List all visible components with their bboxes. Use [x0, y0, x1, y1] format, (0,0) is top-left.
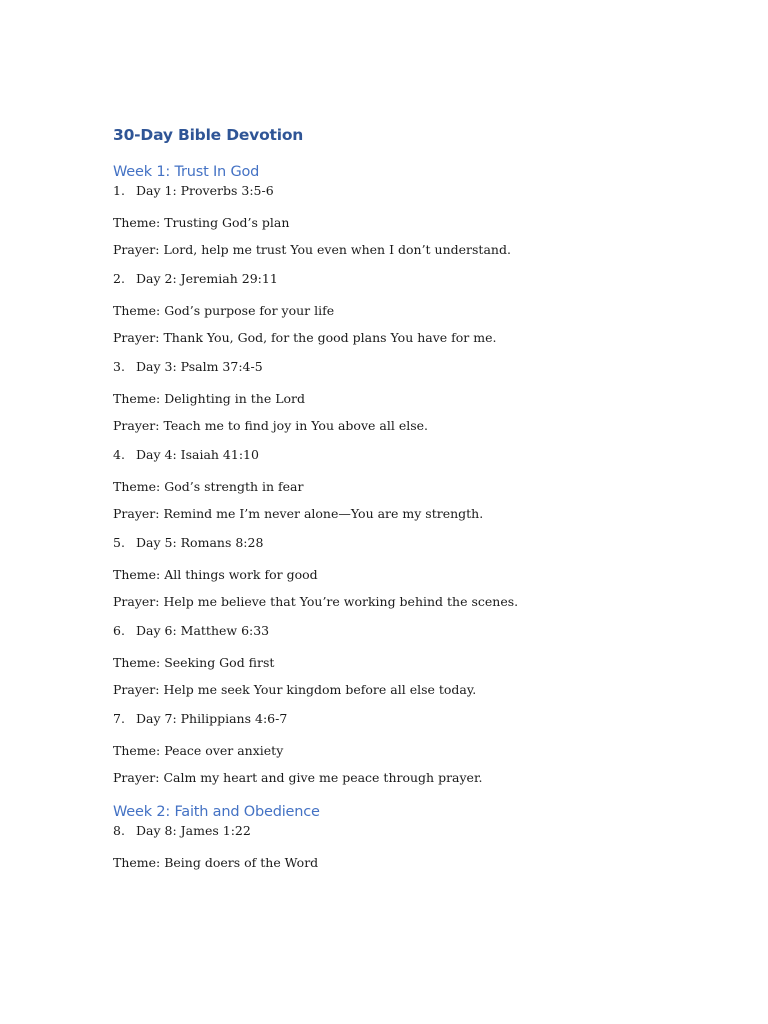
day-1-entry [113, 183, 713, 258]
list-number: 6. [113, 623, 125, 638]
list-number: 4. [113, 447, 125, 462]
day-theme: Theme: All things work for good [113, 567, 318, 582]
week-1-heading: Week 1: Trust In God [113, 164, 260, 180]
day-prayer: Prayer: Teach me to find joy in You above all else. [113, 418, 428, 433]
list-number: 3. [113, 359, 125, 374]
day-3-entry [113, 359, 713, 434]
list-number: 1. [113, 183, 125, 198]
day-title: Day 5: Romans 8:28 [136, 535, 264, 550]
day-theme: Theme: Seeking God first [113, 655, 275, 670]
document-title: 30-Day Bible Devotion [113, 126, 304, 144]
day-title: Day 3: Psalm 37:4-5 [136, 359, 263, 374]
day-title: Day 1: Proverbs 3:5-6 [136, 183, 274, 198]
day-prayer: Prayer: Calm my heart and give me peace through prayer. [113, 770, 483, 785]
day-theme: Theme: God’s purpose for your life [113, 303, 335, 318]
day-prayer: Prayer: Help me seek Your kingdom before all else today. [113, 682, 477, 697]
day-prayer: Prayer: Lord, help me trust You even when I don’t understand. [113, 242, 511, 257]
day-theme: Theme: Trusting God’s plan [113, 215, 290, 230]
list-number: 2. [113, 271, 125, 286]
day-6-entry [113, 623, 713, 698]
day-theme: Theme: God’s strength in fear [113, 479, 304, 494]
day-prayer: Prayer: Thank You, God, for the good plans You have for me. [113, 330, 497, 345]
day-5-entry [113, 535, 713, 610]
day-theme: Theme: Delighting in the Lord [113, 391, 306, 406]
day-prayer: Prayer: Remind me I’m never alone—You are my strength. [113, 506, 484, 521]
day-title: Day 7: Philippians 4:6-7 [136, 711, 288, 726]
list-number: 8. [113, 823, 125, 838]
day-8-entry [113, 823, 713, 871]
day-title: Day 8: James 1:22 [136, 823, 251, 838]
day-title: Day 2: Jeremiah 29:11 [136, 271, 278, 286]
day-2-entry [113, 271, 713, 346]
day-7-entry [113, 711, 713, 786]
day-prayer: Prayer: Help me believe that You’re working behind the scenes. [113, 594, 519, 609]
day-4-entry [113, 447, 713, 522]
day-theme: Theme: Peace over anxiety [113, 743, 284, 758]
day-theme: Theme: Being doers of the Word [113, 855, 319, 870]
list-number: 7. [113, 711, 125, 726]
day-title: Day 6: Matthew 6:33 [136, 623, 270, 638]
day-title: Day 4: Isaiah 41:10 [136, 447, 259, 462]
document-page [113, 124, 713, 884]
list-number: 5. [113, 535, 125, 550]
week-2-heading: Week 2: Faith and Obedience [113, 804, 320, 820]
